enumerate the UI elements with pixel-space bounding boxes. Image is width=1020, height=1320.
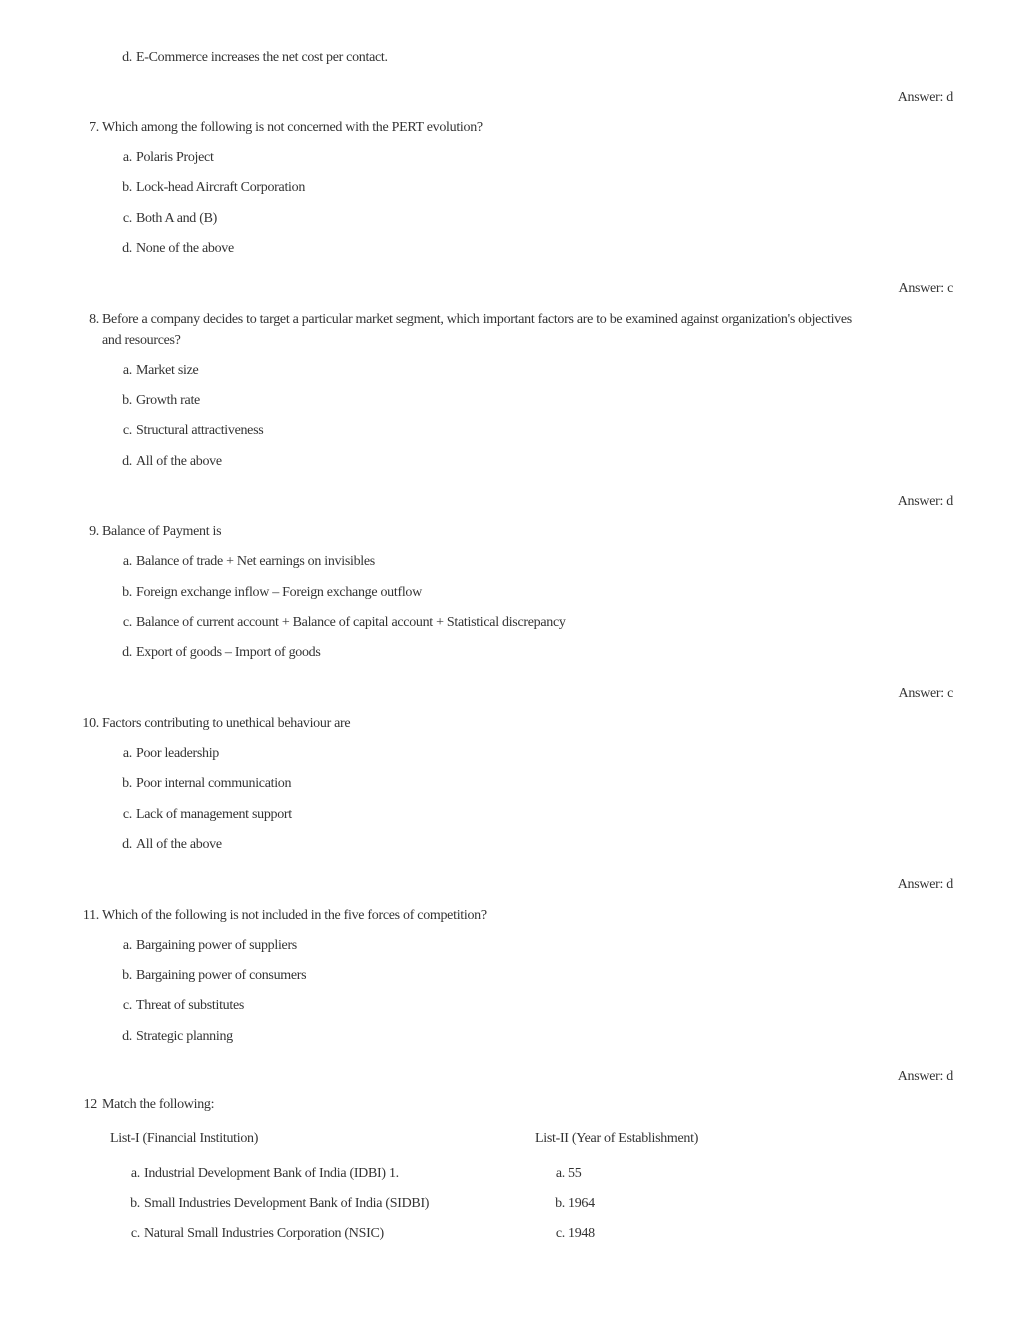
question-number: 8.	[89, 311, 99, 327]
option-text: Poor internal communication	[136, 776, 292, 792]
list-2-item: 1964	[568, 1196, 595, 1211]
option-text: Lack of management support	[136, 806, 292, 822]
answer-label: Answer: d	[897, 493, 953, 509]
list-1-item: Industrial Development Bank of India (IDBI) 1.	[144, 1166, 399, 1181]
list-2-letter: c.	[555, 1226, 565, 1241]
list-2-item: 55	[568, 1166, 582, 1181]
option-text: Bargaining power of suppliers	[136, 937, 297, 953]
option-letter: d.	[122, 1028, 132, 1044]
option-letter: a.	[122, 937, 132, 953]
option-text: None of the above	[136, 240, 234, 256]
list-1-letter: a.	[130, 1166, 140, 1181]
option-text: Growth rate	[136, 393, 200, 408]
option-letter: c.	[122, 998, 132, 1014]
list-2-letter: b.	[555, 1196, 565, 1211]
option-letter: a.	[122, 362, 132, 378]
option-text: Poor leadership	[136, 746, 219, 762]
option-letter: b.	[122, 584, 132, 600]
list-2-header: List-II (Year of Establishment)	[535, 1131, 699, 1146]
option-text: Balance of trade + Net earnings on invisibles	[136, 554, 375, 570]
question-text: Which of the following is not included in the five forces of competition?	[102, 907, 487, 923]
option-text: Lock-head Aircraft Corporation	[136, 180, 306, 196]
option-letter: b.	[122, 776, 132, 792]
option-text: Strategic planning	[136, 1028, 233, 1044]
option-letter: c.	[122, 210, 132, 226]
option-text: Bargaining power of consumers	[136, 968, 307, 984]
question-text: Before a company decides to target a particular market segment, which important factors are to be examined against organization's objectives	[102, 311, 852, 327]
list-1-header: List-I (Financial Institution)	[110, 1131, 259, 1146]
list-1-item: Natural Small Industries Corporation (NSIC)	[144, 1226, 384, 1241]
question-text: Which among the following is not concerned with the PERT evolution?	[102, 120, 483, 135]
question-number: 7.	[89, 120, 99, 135]
answer-label: Answer: d	[897, 1069, 953, 1084]
option-text: Structural attractiveness	[136, 423, 264, 439]
answer-label: Answer: d	[897, 90, 953, 105]
option-text: Threat of substitutes	[136, 998, 245, 1014]
option-letter: c.	[122, 806, 132, 822]
list-1-item: Small Industries Development Bank of India (SIDBI)	[144, 1196, 430, 1211]
option-text: Both A and (B)	[136, 210, 217, 226]
option-letter: d.	[122, 645, 132, 661]
option-text: Foreign exchange inflow – Foreign exchange outflow	[136, 584, 422, 600]
option-letter: c.	[122, 615, 132, 630]
option-letter: d.	[122, 50, 132, 65]
option-text: E-Commerce increases the net cost per contact.	[136, 50, 388, 65]
answer-label: Answer: c	[898, 281, 953, 297]
list-1-letter: c.	[130, 1226, 140, 1241]
option-letter: d.	[122, 240, 132, 256]
option-letter: b.	[122, 393, 132, 408]
list-2-item: 1948	[568, 1226, 595, 1241]
question-text: Balance of Payment is	[102, 524, 222, 540]
question-text: Match the following:	[102, 1097, 215, 1112]
list-1-letter: b.	[130, 1196, 140, 1211]
option-letter: d.	[122, 837, 132, 852]
list-2-letter: a.	[555, 1166, 565, 1181]
option-text: All of the above	[136, 453, 222, 469]
answer-label: Answer: c	[898, 685, 953, 701]
option-text: Balance of current account + Balance of capital account + Statistical discrepancy	[136, 615, 566, 630]
question-number: 10.	[82, 716, 99, 732]
option-letter: c.	[122, 423, 132, 439]
question-text: and resources?	[102, 332, 181, 348]
option-letter: a.	[122, 150, 132, 165]
question-number: 11.	[82, 907, 99, 923]
option-letter: b.	[122, 180, 132, 196]
option-text: Polaris Project	[136, 150, 214, 165]
question-number: 12	[83, 1097, 97, 1112]
answer-label: Answer: d	[897, 877, 953, 893]
option-text: Export of goods – Import of goods	[136, 645, 321, 661]
option-text: All of the above	[136, 837, 222, 852]
option-text: Market size	[136, 362, 199, 378]
option-letter: a.	[122, 746, 132, 762]
option-letter: d.	[122, 453, 132, 469]
option-letter: a.	[122, 554, 132, 570]
option-letter: b.	[122, 968, 132, 984]
question-text: Factors contributing to unethical behaviour are	[102, 716, 351, 732]
question-number: 9.	[89, 524, 99, 540]
